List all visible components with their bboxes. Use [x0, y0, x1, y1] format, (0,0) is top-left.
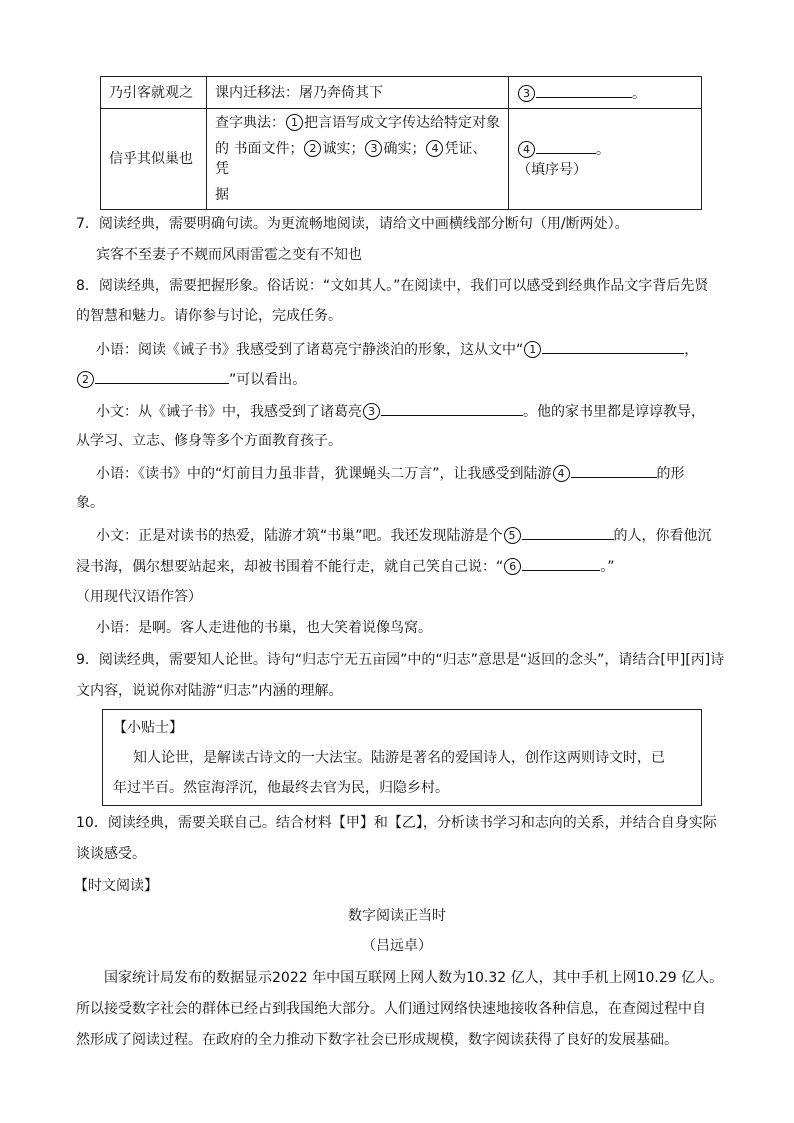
section-label: 【时文阅读】: [74, 878, 158, 894]
question-10-line1: 10．阅读经典，需要关联自己。结合材料【甲】和【乙】，分析读书学习和志向的关系，并结合自身实际: [76, 815, 717, 831]
circle-number: 5: [504, 527, 521, 544]
answer-blank[interactable]: [522, 555, 600, 571]
table-row: [101, 77, 702, 109]
answer-blank[interactable]: [381, 400, 523, 416]
tip-line: 年过半百。然宦海浮沉，他最终去官为民，归隐乡村。: [113, 780, 449, 796]
circle-number: 4: [426, 140, 443, 157]
answer-blank[interactable]: [571, 462, 657, 478]
table-cell-answer: 4 。 （填序号）: [509, 109, 702, 210]
discussion-line: 小语：阅读《诫子书》我感受到了诸葛亮宁静淡泊的形象，这从文中“ 1 ，: [96, 338, 698, 360]
discussion-line: 2 ”可以看出。: [76, 368, 306, 390]
article-paragraph-line: 国家统计局发布的数据显示2022 年中国互联网上网人数为10.32 亿人，其中手机上网10.29 亿人。: [104, 970, 724, 986]
question-7: 7．阅读经典，需要明确句读。为更流畅地阅读，请给文中画横线部分断句（用/断两处）。: [76, 216, 629, 232]
circle-number: 3: [518, 85, 535, 102]
discussion-note: （用现代汉语作答）: [76, 589, 202, 605]
article-title: 数字阅读正当时: [348, 908, 446, 924]
question-8-line1: 8．阅读经典，需要把握形象。俗话说：“文如其人。”在阅读中，我们可以感受到经典作品文字背后先贤: [76, 278, 709, 294]
circle-number: 4: [553, 465, 570, 482]
discussion-line: 小文：正是对读书的热爱，陆游才筑“书巢”吧。我还发现陆游是个 5 的人，你看他沉: [96, 524, 712, 546]
tip-title: 【小贴士】: [113, 720, 183, 736]
article-author: （吕远卓）: [362, 938, 432, 954]
tip-box: [102, 709, 702, 806]
question-10-line2: 谈谈感受。: [76, 846, 146, 862]
table-cell-answer: 3 。: [509, 77, 702, 109]
circle-number: 2: [77, 371, 94, 388]
table-cell-method: 查字典法： 1 把言语写成文字传达给特定对象 的 书面文件； 2 诚实； 3 确实； 4 凭证、凭 据: [207, 109, 509, 210]
vocab-table: [100, 76, 702, 210]
circle-number: 3: [363, 403, 380, 420]
circle-number: 6: [504, 558, 521, 575]
table-cell-method: 课内迁移法：屠乃奔倚其下: [207, 77, 509, 109]
discussion-line: 小文：从《诫子书》中，我感受到了诸葛亮 3 。他的家书里都是谆谆教导，: [96, 400, 705, 422]
circle-number: 3: [365, 140, 382, 157]
circle-number: 2: [304, 140, 321, 157]
question-7-sentence: 宾客不至妻子不觌而风雨雷雹之变有不知也: [96, 247, 362, 263]
discussion-line: 浸书海，偶尔想要站起来，却被书围着不能行走，就自己笑自己说：“ 6 。”: [76, 555, 615, 577]
tip-line: 知人论世，是解读古诗文的一大法宝。陆游是著名的爱国诗人，创作这两则诗文时，已: [133, 750, 665, 766]
answer-blank[interactable]: [95, 368, 229, 384]
circle-number: 1: [286, 114, 303, 131]
discussion-line: 从学习、立志、修身等多个方面教育孩子。: [76, 433, 342, 449]
circle-number: 1: [524, 341, 541, 358]
discussion-line: 小语：是啊。客人走进他的书巢，也大笑着说像鸟窝。: [96, 620, 432, 636]
question-8-line2: 的智慧和魅力。请你参与讨论，完成任务。: [76, 308, 342, 324]
table-cell-word: 乃引客就观之: [101, 77, 207, 109]
table-cell-word: 信乎其似巢也: [101, 109, 207, 210]
answer-blank[interactable]: [522, 524, 614, 540]
answer-blank[interactable]: [536, 138, 596, 154]
table-row: [101, 109, 702, 210]
answer-blank[interactable]: [542, 338, 684, 354]
discussion-line: 小语：《读书》中的“灯前目力虽非昔，犹课蝇头二万言”，让我感受到陆游 4 的形: [96, 462, 685, 484]
answer-blank[interactable]: [536, 82, 632, 98]
article-paragraph-line: 然形成了阅读过程。在政府的全力推动下数字社会已形成规模，数字阅读获得了良好的发展基础。: [76, 1032, 678, 1048]
discussion-line: 象。: [76, 495, 104, 511]
circle-number: 4: [518, 141, 535, 158]
question-9-line2: 文内容，说说你对陆游“归志”内涵的理解。: [76, 683, 343, 699]
article-paragraph-line: 所以接受数字社会的群体已经占到我国绝大部分。人们通过网络快速地接收各种信息，在查阅过程中自: [76, 1001, 706, 1017]
question-9-line1: 9．阅读经典，需要知人论世。诗句“归志宁无五亩园”中的“归志”意思是“返回的念头”，请结合[甲][丙]诗: [76, 652, 725, 668]
